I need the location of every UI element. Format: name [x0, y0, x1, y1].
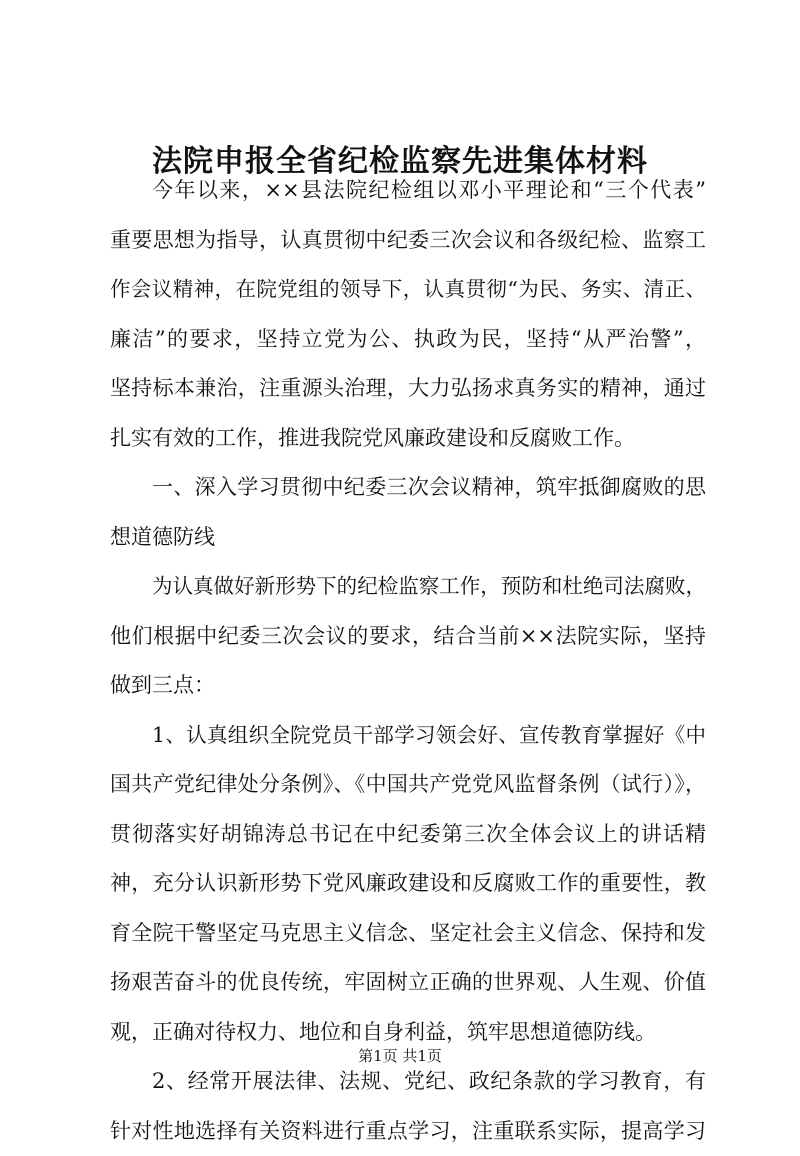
text-line: 为认真做好新形势下的纪检监察工作，预防和杜绝司法腐败，	[110, 562, 706, 612]
document-body	[110, 166, 706, 1156]
document-title: 法院申报全省纪检监察先进集体材料	[80, 142, 720, 182]
section-heading-line: 一、深入学习贯彻中纪委三次会议精神，筑牢抵御腐败的思	[110, 463, 706, 513]
text-line: 贯彻落实好胡锦涛总书记在中纪委第三次全体会议上的讲话精	[110, 810, 706, 860]
text-line: 1、认真组织全院党员干部学习领会好、宣传教育掌握好《中	[110, 711, 706, 761]
text-line: 育全院干警坚定马克思主义信念、坚定社会主义信念、保持和发	[110, 909, 706, 959]
text-line: 作会议精神，在院党组的领导下，认真贯彻“为民、务实、清正、	[110, 265, 706, 315]
text-line: 神，充分认识新形势下党风廉政建设和反腐败工作的重要性，教	[110, 859, 706, 909]
text-line: 做到三点：	[110, 661, 706, 711]
text-line: 重要思想为指导，认真贯彻中纪委三次会议和各级纪检、监察工	[110, 216, 706, 266]
page-footer: 第1页 共1页	[0, 1046, 800, 1066]
text-line: 观，正确对待权力、地位和自身利益，筑牢思想道德防线。	[110, 1008, 706, 1058]
section-heading-line: 想道德防线	[110, 513, 706, 563]
text-line: 扎实有效的工作，推进我院党风廉政建设和反腐败工作。	[110, 414, 706, 464]
text-line: 扬艰苦奋斗的优良传统，牢固树立正确的世界观、人生观、价值	[110, 958, 706, 1008]
text-line: 今年以来，××县法院纪检组以邓小平理论和“三个代表”	[110, 166, 706, 216]
text-line: 针对性地选择有关资料进行重点学习，注重联系实际，提高学习	[110, 1107, 706, 1156]
text-line: 他们根据中纪委三次会议的要求，结合当前××法院实际，坚持	[110, 612, 706, 662]
text-line: 2、经常开展法律、法规、党纪、政纪条款的学习教育，有	[110, 1057, 706, 1107]
text-line: 国共产党纪律处分条例》、《中国共产党党风监督条例（试行）》，	[110, 760, 706, 810]
text-line: 廉洁”的要求，坚持立党为公、执政为民，坚持“从严治警”，	[110, 315, 706, 365]
text-line: 坚持标本兼治，注重源头治理，大力弘扬求真务实的精神，通过	[110, 364, 706, 414]
